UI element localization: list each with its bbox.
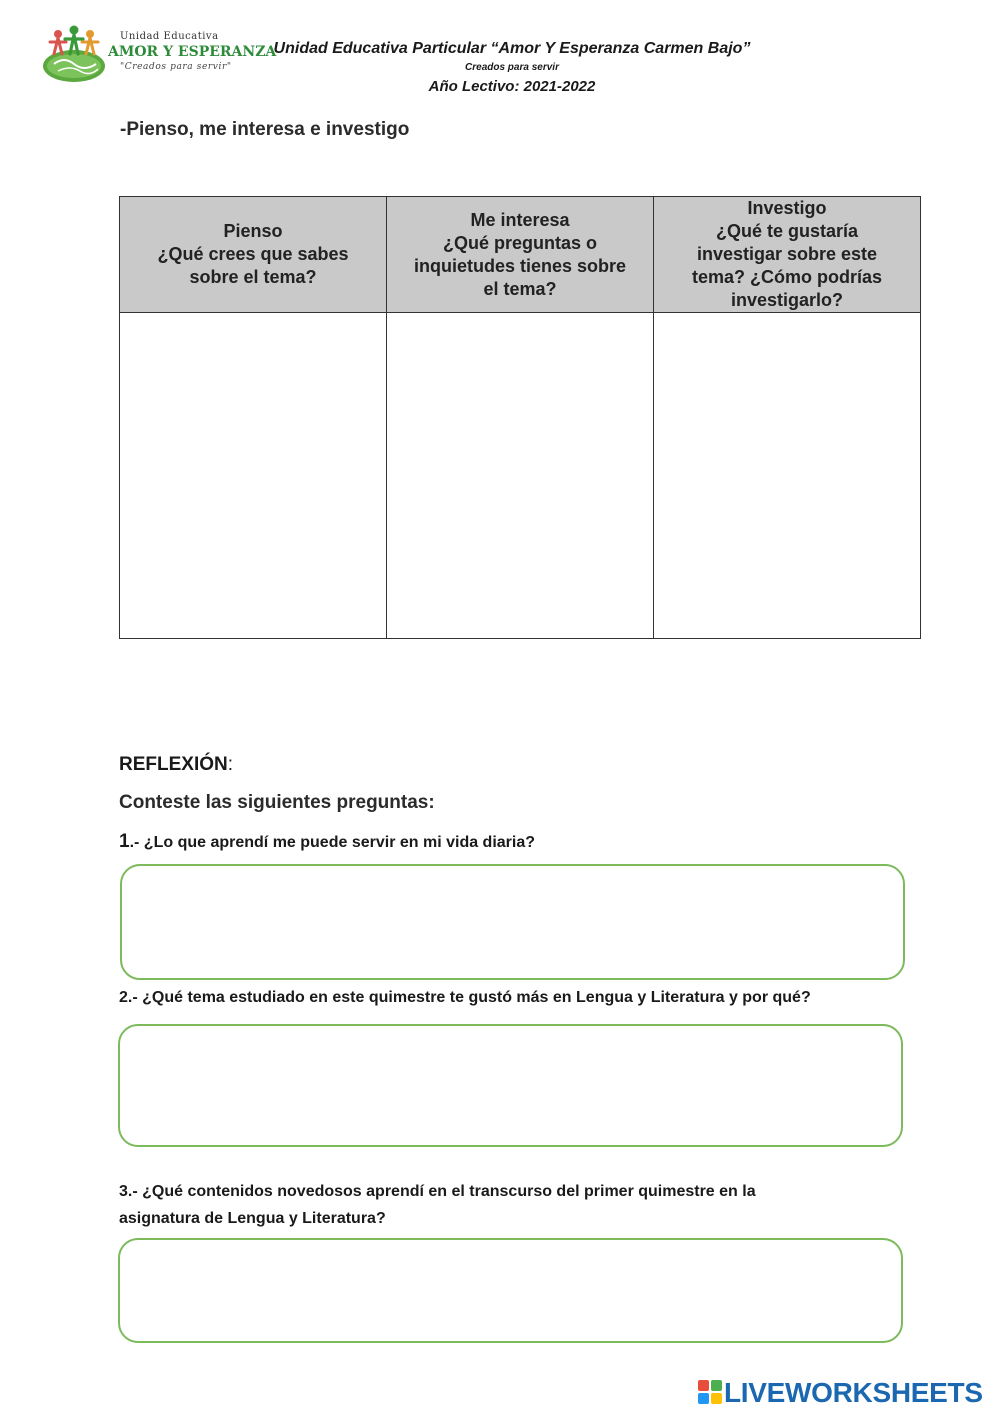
question-text: .- ¿Qué contenidos novedosos aprendí en el transcurso del primer quimestre en la (127, 1183, 756, 1200)
reflection-heading-text: REFLEXIÓN (119, 754, 228, 775)
school-logo-icon (40, 24, 112, 86)
column-header-investigo (654, 197, 921, 313)
column-header-line: investigar sobre este (696, 244, 878, 264)
question-1 (119, 828, 535, 856)
column-header-line: ¿Qué te gustaría (715, 221, 859, 241)
reflection-instruction: Conteste las siguientes preguntas: (119, 792, 435, 813)
column-header-line: tema? ¿Cómo podrías (691, 267, 883, 287)
answer-cell-pienso[interactable] (120, 313, 387, 639)
question-text-line2: asignatura de Lengua y Literatura? (119, 1210, 386, 1227)
column-header-line: Me interesa (470, 209, 570, 230)
column-header-line: inquietudes tienes sobre (413, 255, 627, 276)
column-header-line: Investigo (747, 198, 827, 218)
column-header-line: sobre el tema? (189, 267, 317, 287)
question-text: .- ¿Qué tema estudiado en este quimestre te gustó más en Lengua y Literatura y por qué? (127, 989, 811, 1006)
answer-input-1[interactable] (122, 866, 903, 978)
table-row (120, 313, 921, 639)
reflection-heading (119, 754, 233, 776)
answer-input-3[interactable] (120, 1240, 901, 1341)
liveworksheets-wordmark: LIVEWORKSHEETS (724, 1377, 983, 1408)
school-name: Unidad Educativa Particular “Amor Y Esperanza Carmen Bajo” (273, 40, 751, 57)
reflection-heading-colon: : (227, 754, 234, 775)
question-number: 2 (119, 989, 128, 1006)
question-3 (119, 1178, 756, 1232)
column-header-line: ¿Qué crees que sabes (157, 244, 349, 264)
table-header-row (120, 197, 921, 313)
answer-cell-me-interesa[interactable] (387, 313, 654, 639)
logo-text-name: AMOR Y ESPERANZA (108, 44, 277, 60)
question-2 (119, 984, 811, 1011)
column-header-pienso (120, 197, 387, 313)
column-header-line: Pienso (223, 221, 283, 241)
school-motto: Creados para servir (465, 62, 559, 73)
column-header-me-interesa (387, 197, 654, 313)
logo-text-motto: "Creados para servir" (120, 62, 232, 72)
answer-box-2 (118, 1024, 903, 1147)
answer-cell-investigo[interactable] (654, 313, 921, 639)
school-year: Año Lectivo: 2021-2022 (428, 78, 596, 95)
answer-box-3 (118, 1238, 903, 1343)
column-header-line: investigarlo? (730, 290, 844, 310)
liveworksheets-logo-icon (698, 1380, 722, 1404)
column-header-line: ¿Qué preguntas o (442, 232, 597, 253)
answer-box-1 (120, 864, 905, 980)
kwl-table (119, 196, 921, 639)
column-header-line: el tema? (483, 278, 557, 299)
question-line (119, 1178, 756, 1205)
school-logo (40, 24, 277, 88)
question-number: 1 (119, 831, 130, 852)
logo-text-unit: Unidad Educativa (120, 31, 219, 42)
answer-input-2[interactable] (120, 1026, 901, 1145)
question-number: 3 (119, 1183, 128, 1200)
section-title: -Pienso, me interesa e investigo (120, 119, 410, 140)
question-text: .- ¿Lo que aprendí me puede servir en mi vida diaria? (129, 834, 536, 851)
